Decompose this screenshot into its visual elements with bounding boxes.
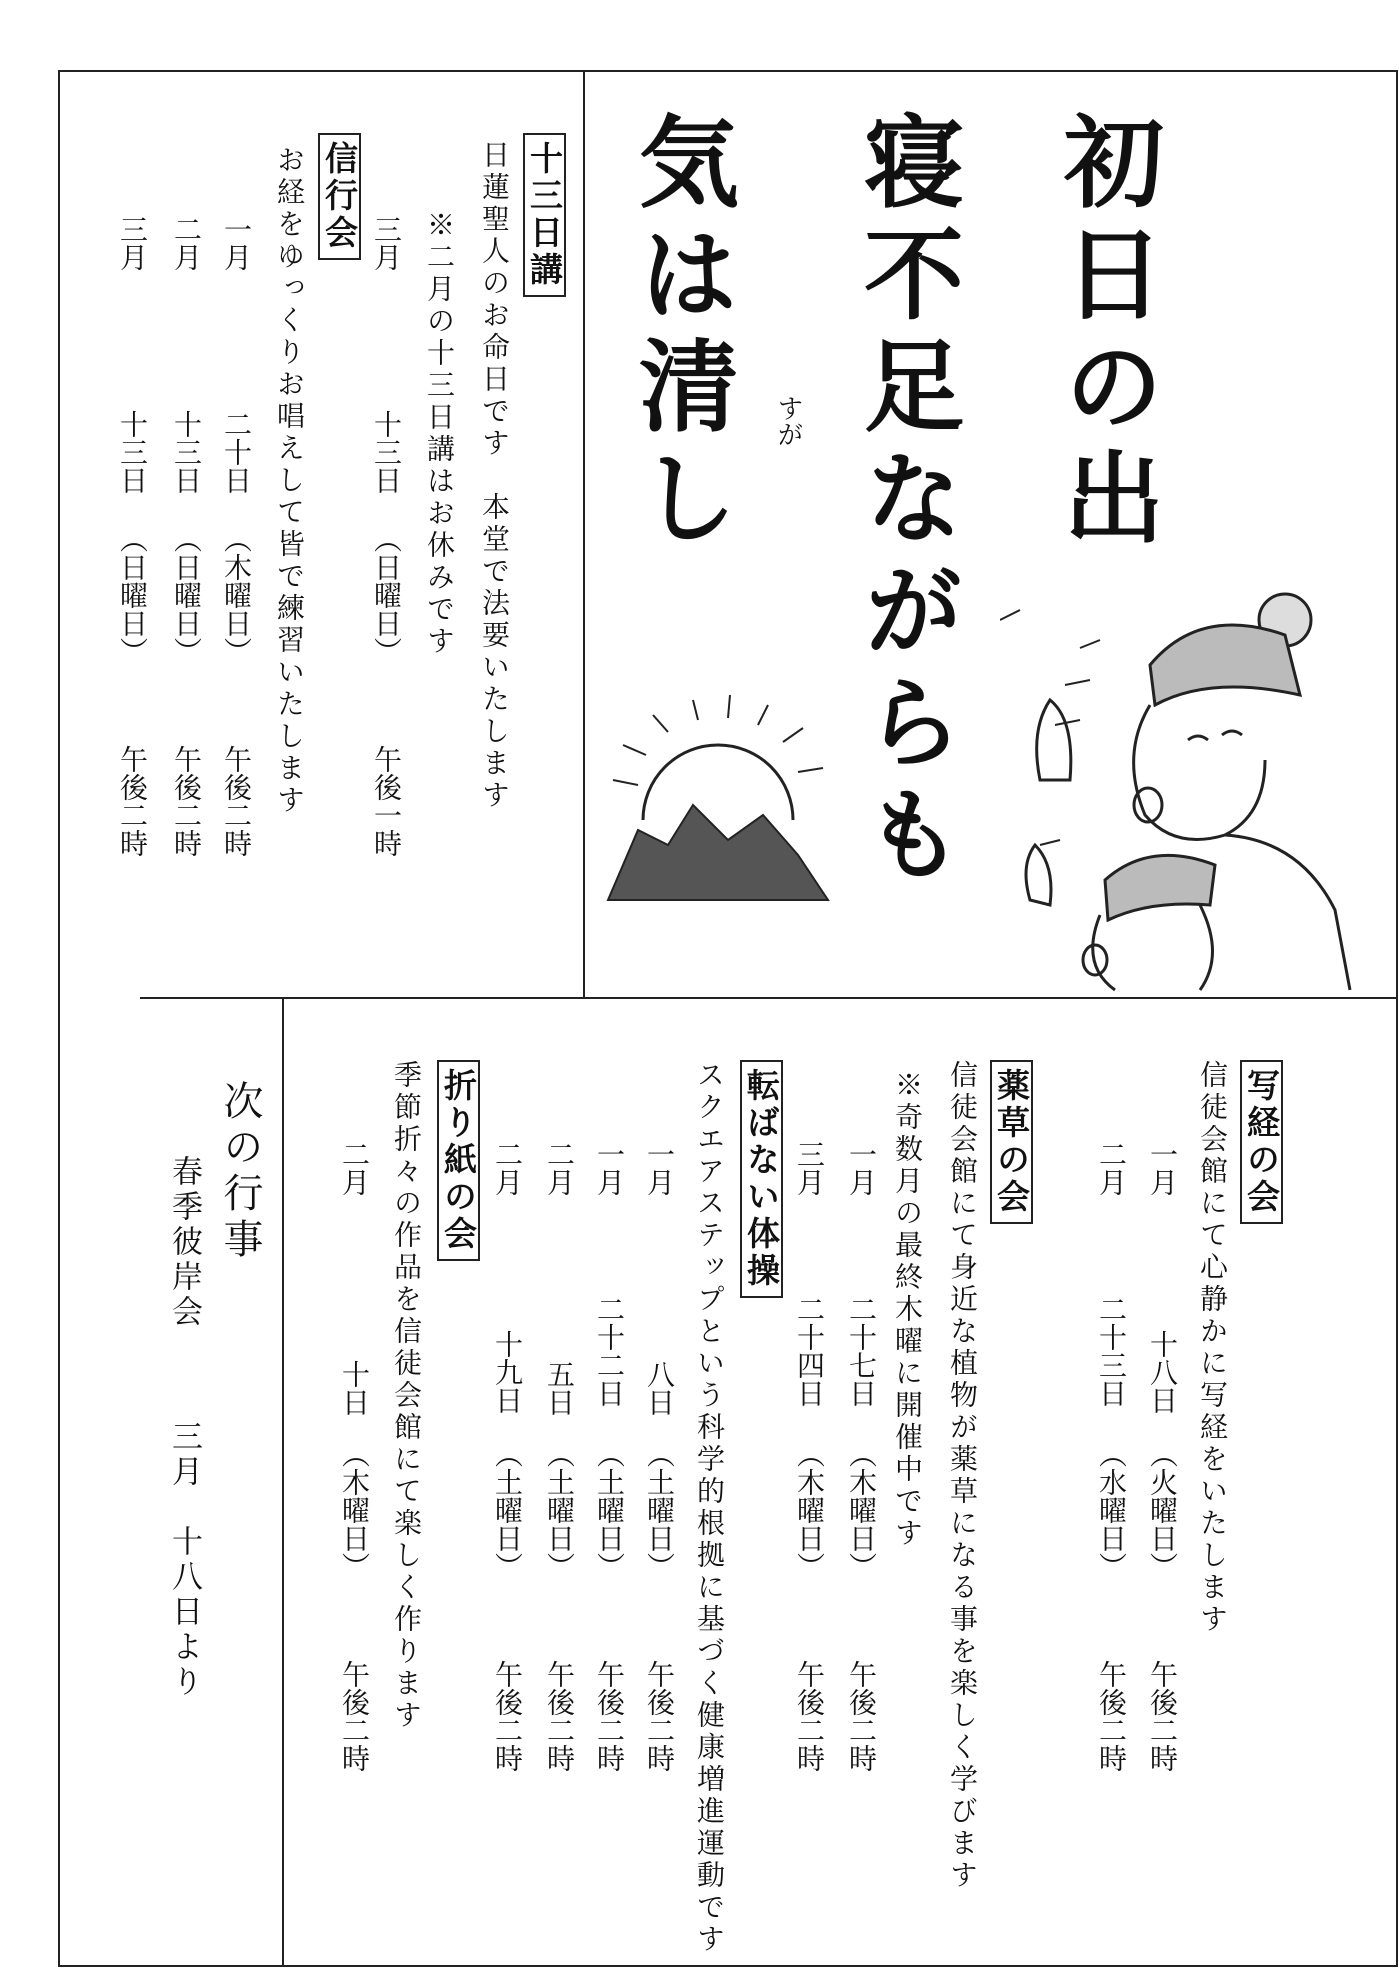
headline-ruby: すが xyxy=(773,395,803,447)
schedule-time: 午後二時 xyxy=(170,745,203,857)
schedule-day: 十日 xyxy=(338,1360,371,1416)
middle-divider xyxy=(140,997,1398,999)
schedule-weekday: （土曜日） xyxy=(643,1440,676,1580)
body-outline xyxy=(1225,835,1350,990)
schedule-day: 二十三日 xyxy=(1095,1295,1128,1407)
schedule-weekday: （日曜日） xyxy=(170,525,203,665)
schedule-time: 午後二時 xyxy=(1095,1660,1128,1772)
schedule-month: 三月 xyxy=(793,1140,826,1196)
schedule-month: 二月 xyxy=(1095,1140,1128,1196)
schedule-month: 一月 xyxy=(643,1140,676,1196)
schedule-time: 午後二時 xyxy=(491,1660,524,1772)
schedule-weekday: （水曜日） xyxy=(1095,1440,1128,1580)
schedule-time: 午後二時 xyxy=(543,1660,576,1772)
shingyo-title: 信行会 xyxy=(318,133,361,260)
schedule-month: 三月 xyxy=(370,215,403,271)
schedule-day: 八日 xyxy=(643,1360,676,1416)
schedule-weekday: （木曜日） xyxy=(793,1440,826,1580)
next-event-heading: 次の行事 xyxy=(217,1080,263,1264)
schedule-day: 二十七日 xyxy=(845,1295,878,1407)
mitten-icon-2 xyxy=(1026,845,1051,905)
jusannichi-note: ※二月の十三日講はお休みです xyxy=(423,210,456,658)
schedule-time: 午後二時 xyxy=(643,1660,676,1772)
schedule-weekday: （土曜日） xyxy=(593,1440,626,1580)
sun-icon xyxy=(643,745,793,820)
origami-description: 季節折々の作品を信徒会館にて楽しく作ります xyxy=(390,1060,423,1732)
schedule-month: 三月 xyxy=(116,215,149,271)
shakyo-description: 信徒会館にて心静かに写経をいたします xyxy=(1196,1060,1229,1636)
jusannichi-description: 日蓮聖人のお命日です 本堂で法要いたします xyxy=(478,140,511,812)
schedule-time: 午後二時 xyxy=(220,745,253,857)
knit-hat-icon xyxy=(1150,625,1300,705)
schedule-time: 午後二時 xyxy=(1146,1660,1179,1772)
schedule-weekday: （土曜日） xyxy=(491,1440,524,1580)
schedule-month: 二月 xyxy=(338,1140,371,1196)
hat-small-icon xyxy=(1105,855,1215,920)
schedule-month: 一月 xyxy=(220,215,253,271)
headline-col-2: 寝不足ながらも xyxy=(847,110,964,894)
schedule-time: 午後二時 xyxy=(116,745,149,857)
schedule-weekday: （木曜日） xyxy=(220,525,253,665)
schedule-time: 午後二時 xyxy=(845,1660,878,1772)
schedule-time: 午後二時 xyxy=(338,1660,371,1772)
jusannichi-title: 十三日講 xyxy=(523,133,566,297)
shakyo-title: 写経の会 xyxy=(1240,1060,1283,1224)
schedule-day: 二十日 xyxy=(220,410,253,494)
schedule-month: 二月 xyxy=(170,215,203,271)
lower-divider-vertical xyxy=(282,997,284,1965)
upper-divider-vertical xyxy=(583,72,585,999)
children-illustration xyxy=(1000,580,1380,995)
schedule-time: 午後一時 xyxy=(370,745,403,857)
schedule-day: 二十二日 xyxy=(593,1295,626,1407)
taiso-description: スクエアステップという科学的根拠に基づく健康増進運動です xyxy=(693,1060,726,1956)
schedule-day: 十三日 xyxy=(370,410,403,494)
headline-col-1: 初日の出 xyxy=(1047,110,1164,558)
schedule-day: 十三日 xyxy=(116,410,149,494)
mitten-icon xyxy=(1037,700,1071,780)
schedule-day: 十九日 xyxy=(491,1330,524,1414)
yakuso-title: 薬草の会 xyxy=(990,1060,1033,1224)
headline-col-3: 気は清し xyxy=(622,110,739,558)
schedule-day: 二十四日 xyxy=(793,1295,826,1407)
schedule-month: 一月 xyxy=(845,1140,878,1196)
schedule-weekday: （日曜日） xyxy=(370,525,403,665)
schedule-time: 午後二時 xyxy=(793,1660,826,1772)
schedule-weekday: （木曜日） xyxy=(845,1440,878,1580)
yakuso-description: 信徒会館にて身近な植物が薬草になる事を楽しく学びます xyxy=(946,1060,979,1892)
schedule-time: 午後二時 xyxy=(593,1660,626,1772)
schedule-weekday: （木曜日） xyxy=(338,1440,371,1580)
schedule-weekday: （土曜日） xyxy=(543,1440,576,1580)
schedule-month: 二月 xyxy=(491,1140,524,1196)
taiso-title: 転ばない体操 xyxy=(740,1060,783,1298)
yakuso-note: ※奇数月の最終木曜に開催中です xyxy=(891,1070,924,1550)
next-event-date: 三月 十八日より xyxy=(166,1420,202,1700)
schedule-day: 五日 xyxy=(543,1360,576,1416)
schedule-weekday: （火曜日） xyxy=(1146,1440,1179,1580)
schedule-day: 十三日 xyxy=(170,410,203,494)
origami-title: 折り紙の会 xyxy=(437,1060,480,1261)
shingyo-description: お経をゆっくりお唱えして皆で練習いたします xyxy=(273,145,306,817)
next-event-name: 春季彼岸会 xyxy=(166,1155,202,1330)
schedule-day: 十八日 xyxy=(1146,1330,1179,1414)
schedule-month: 一月 xyxy=(1146,1140,1179,1196)
schedule-weekday: （日曜日） xyxy=(116,525,149,665)
schedule-month: 一月 xyxy=(593,1140,626,1196)
sunrise-illustration xyxy=(598,680,838,910)
schedule-month: 二月 xyxy=(543,1140,576,1196)
